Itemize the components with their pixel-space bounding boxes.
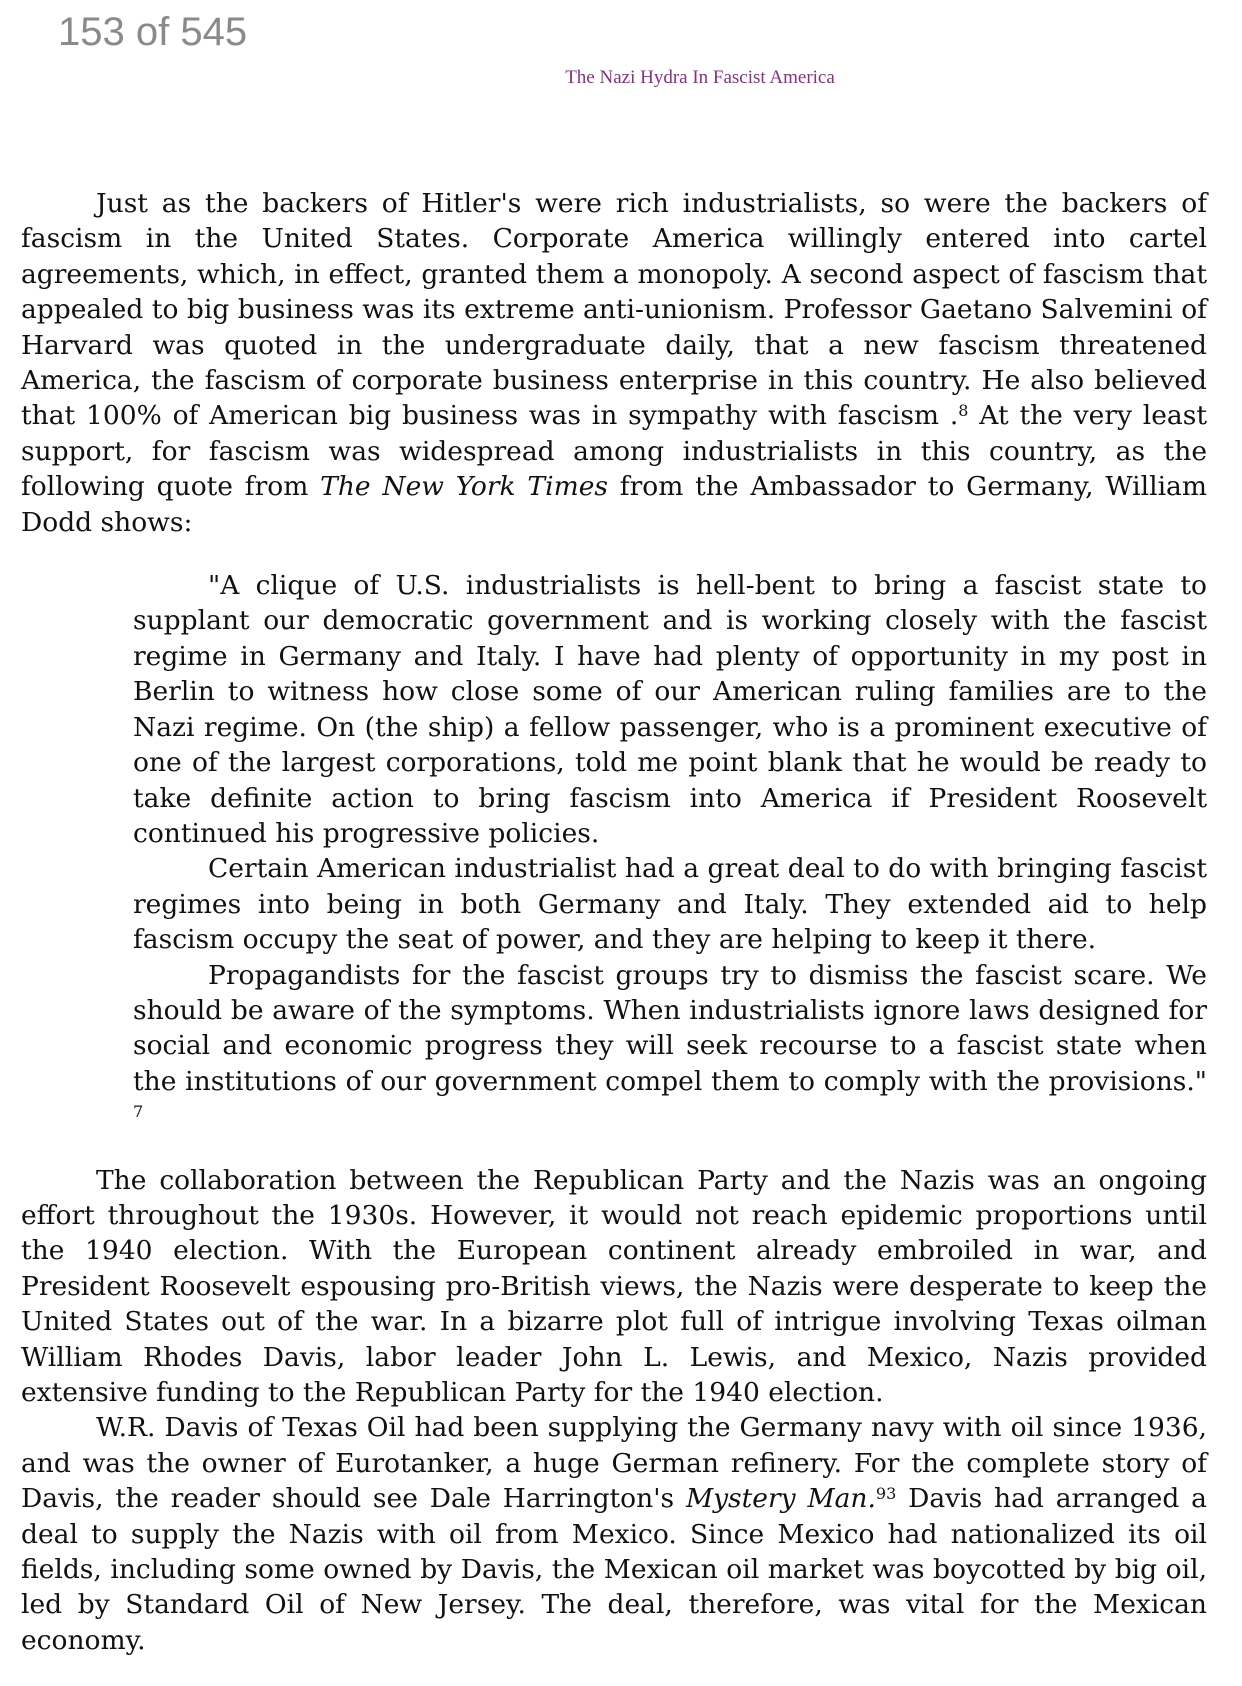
paragraph-text: Davis had arranged a deal to supply the Nazis with oil from Mexico. Since Mexico had nationalized its oil fields, including some owned by Davis, the Mexican oil market was boycotted by big oil, led by Standard Oil of New Jersey. The deal, therefore, was vital for the Mexican economy.: [21, 1483, 1207, 1656]
paragraph-text: W.R. Davis of Texas Oil had been supplying the Germany navy with oil since 1936, and was the owner of Eurotanker, a huge German refinery. For the complete story of Davis, the reader should see Dale Harrington's: [21, 1412, 1207, 1515]
paragraph-text: At the very least support, for fascism was widespread among industrialists in this country, as the following quote from: [21, 400, 1207, 503]
book-title: Mystery Man.: [685, 1483, 876, 1515]
publication-title: The New York Times: [320, 471, 608, 503]
footnote-marker[interactable]: 8: [958, 401, 969, 421]
paragraph-text: from the Ambassador to Germany, William Dodd shows:: [21, 471, 1207, 538]
paragraph-3: [21, 1410, 1207, 1658]
quote-text: Propagandists for the fascist groups try to dismiss the fascist scare. We should be aware of the symptoms. When industrialists ignore laws designed for social and economic progress they will seek recourse to a fascist state when the institutions of our government compel them to comply with the provisions.": [133, 959, 1207, 1097]
quote-paragraph-1: "A clique of U.S. industrialists is hell-bent to bring a fascist state to supplant our democratic government and is working closely with the fascist regime in Germany and Italy. I have had plenty of opportunity in my post in Berlin to witness how close some of our American ruling families are to the Nazi regime. On (the ship) a fellow passenger, who is a prominent executive of one of the largest corporations, told me point blank that he would be ready to take definite action to bring fascism into America if President Roosevelt continued his progressive policies.: [133, 570, 1207, 849]
footnote-marker[interactable]: 7: [133, 1102, 144, 1122]
footnote-marker[interactable]: 93: [875, 1484, 897, 1504]
paragraph-text: Just as the backers of Hitler's were rich industrialists, so were the backers of fascism in the United States. Corporate America willingly entered into cartel agreements, which, in effect, granted them a monopoly. A second aspect of fascism that appealed to big business was its extreme anti-unionism. Professor Gaetano Salvemini of Harvard was quoted in the undergraduate daily, that a new fascism threatened America, the fascism of corporate business enterprise in this country. He also believed that 100% of American big business was in sympathy with fascism .: [21, 188, 1207, 432]
page-counter: 153 of 545: [58, 10, 248, 54]
running-header-title: The Nazi Hydra In Fascist America: [565, 67, 835, 88]
document-body: [21, 186, 1207, 1658]
paragraph-1: [21, 186, 1207, 540]
quote-paragraph-3: [133, 958, 1207, 1135]
quote-paragraph-2: Certain American industrialist had a great deal to do with bringing fascist regimes into being in both Germany and Italy. They extended aid to help fascism occupy the seat of power, and they are helping to keep it there.: [133, 853, 1207, 956]
block-quote: [133, 568, 1207, 1135]
paragraph-2: The collaboration between the Republican Party and the Nazis was an ongoing effort throughout the 1930s. However, it would not reach epidemic proportions until the 1940 election. With the European continent already embroiled in war, and President Roosevelt espousing pro-British views, the Nazis were desperate to keep the United States out of the war. In a bizarre plot full of intrigue involving Texas oilman William Rhodes Davis, labor leader John L. Lewis, and Mexico, Nazis provided extensive funding to the Republican Party for the 1940 election.: [21, 1164, 1207, 1408]
